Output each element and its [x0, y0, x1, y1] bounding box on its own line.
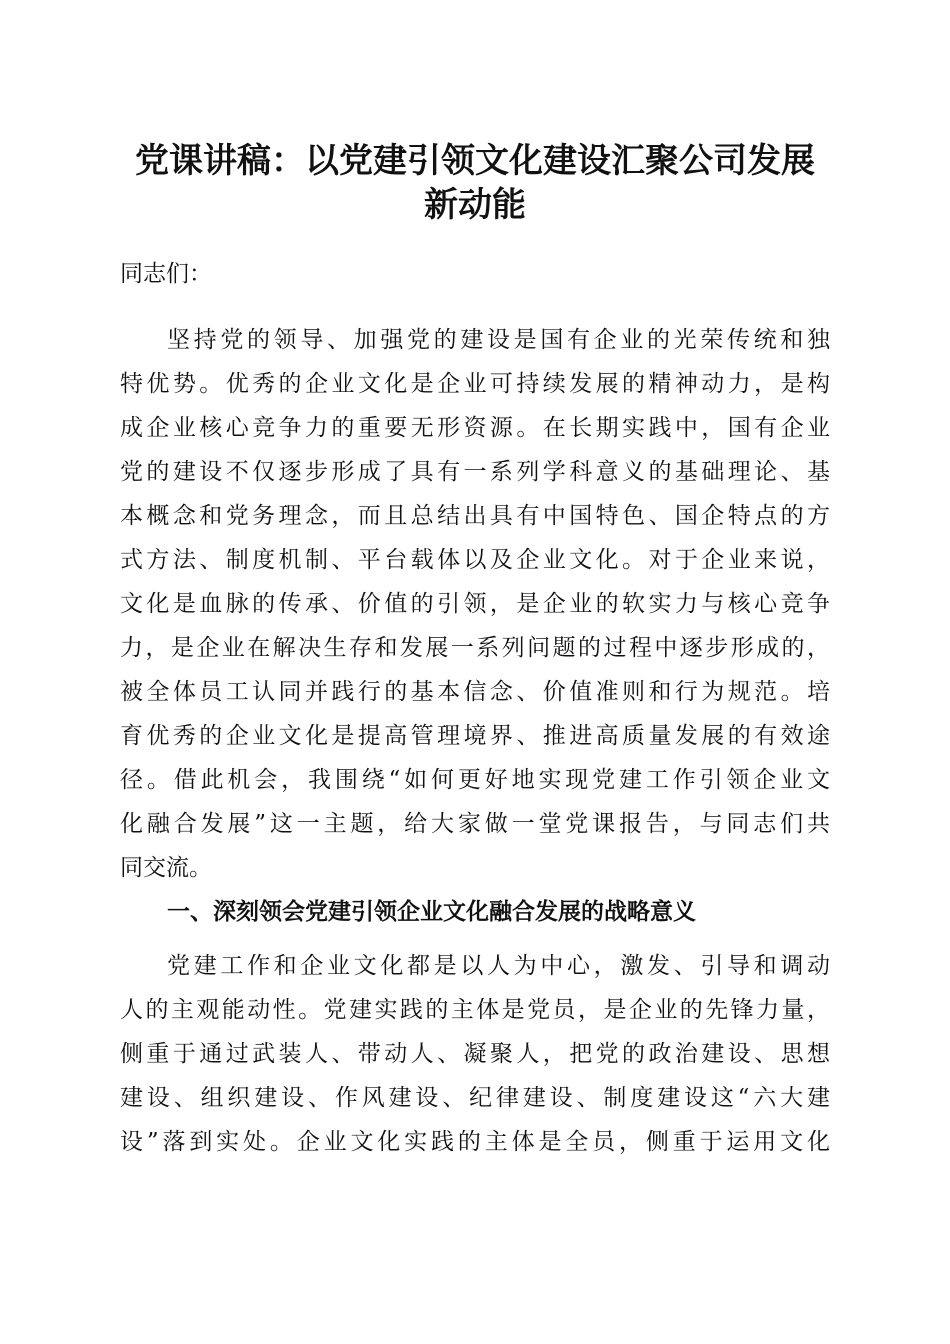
- document-title-line-2: 新动能: [424, 185, 526, 225]
- paragraph-line: 文化是血脉的传承、价值的引领，是企业的软实力与核心竞争: [120, 591, 830, 617]
- paragraph-line: 坚持党的领导、加强党的建设是国有企业的光荣传统和独: [167, 327, 830, 353]
- paragraph-line: 育优秀的企业文化是提高管理境界、推进高质量发展的有效途: [120, 723, 830, 749]
- paragraph-line: 设”落到实处。企业文化实践的主体是全员，侧重于运用文化: [120, 1129, 830, 1155]
- paragraph-line: 力，是企业在解决生存和发展一系列问题的过程中逐步形成的，: [120, 635, 830, 661]
- document-title-line-1: 党课讲稿：以党建引领文化建设汇聚公司发展: [135, 141, 815, 181]
- paragraph-line: 本概念和党务理念，而且总结出具有中国特色、国企特点的方: [120, 503, 830, 529]
- paragraph-line: 党的建设不仅逐步形成了具有一系列学科意义的基础理论、基: [120, 459, 830, 485]
- paragraph-line: 被全体员工认同并践行的基本信念、价值准则和行为规范。培: [120, 679, 830, 705]
- paragraph-line: 径。借此机会，我围绕“如何更好地实现党建工作引领企业文: [120, 767, 830, 793]
- paragraph-line: 成企业核心竞争力的重要无形资源。在长期实践中，国有企业: [120, 415, 830, 441]
- paragraph-line: 同交流。: [120, 855, 212, 881]
- paragraph-line: 特优势。优秀的企业文化是企业可持续发展的精神动力，是构: [120, 371, 830, 397]
- paragraph-line: 人的主观能动性。党建实践的主体是党员，是企业的先锋力量，: [120, 997, 830, 1023]
- paragraph-line: 党建工作和企业文化都是以人为中心，激发、引导和调动: [167, 953, 830, 979]
- paragraph-line: 侧重于通过武装人、带动人、凝聚人，把党的政治建设、思想: [120, 1041, 830, 1067]
- paragraph-line: 建设、组织建设、作风建设、纪律建设、制度建设这“六大建: [120, 1085, 830, 1111]
- paragraph-line: 化融合发展”这一主题，给大家做一堂党课报告，与同志们共: [120, 811, 830, 837]
- salutation: 同志们：: [120, 261, 212, 287]
- paragraph-line: 式方法、制度机制、平台载体以及企业文化。对于企业来说，: [120, 547, 830, 573]
- section-heading: 一、深刻领会党建引领企业文化融合发展的战略意义: [167, 899, 696, 925]
